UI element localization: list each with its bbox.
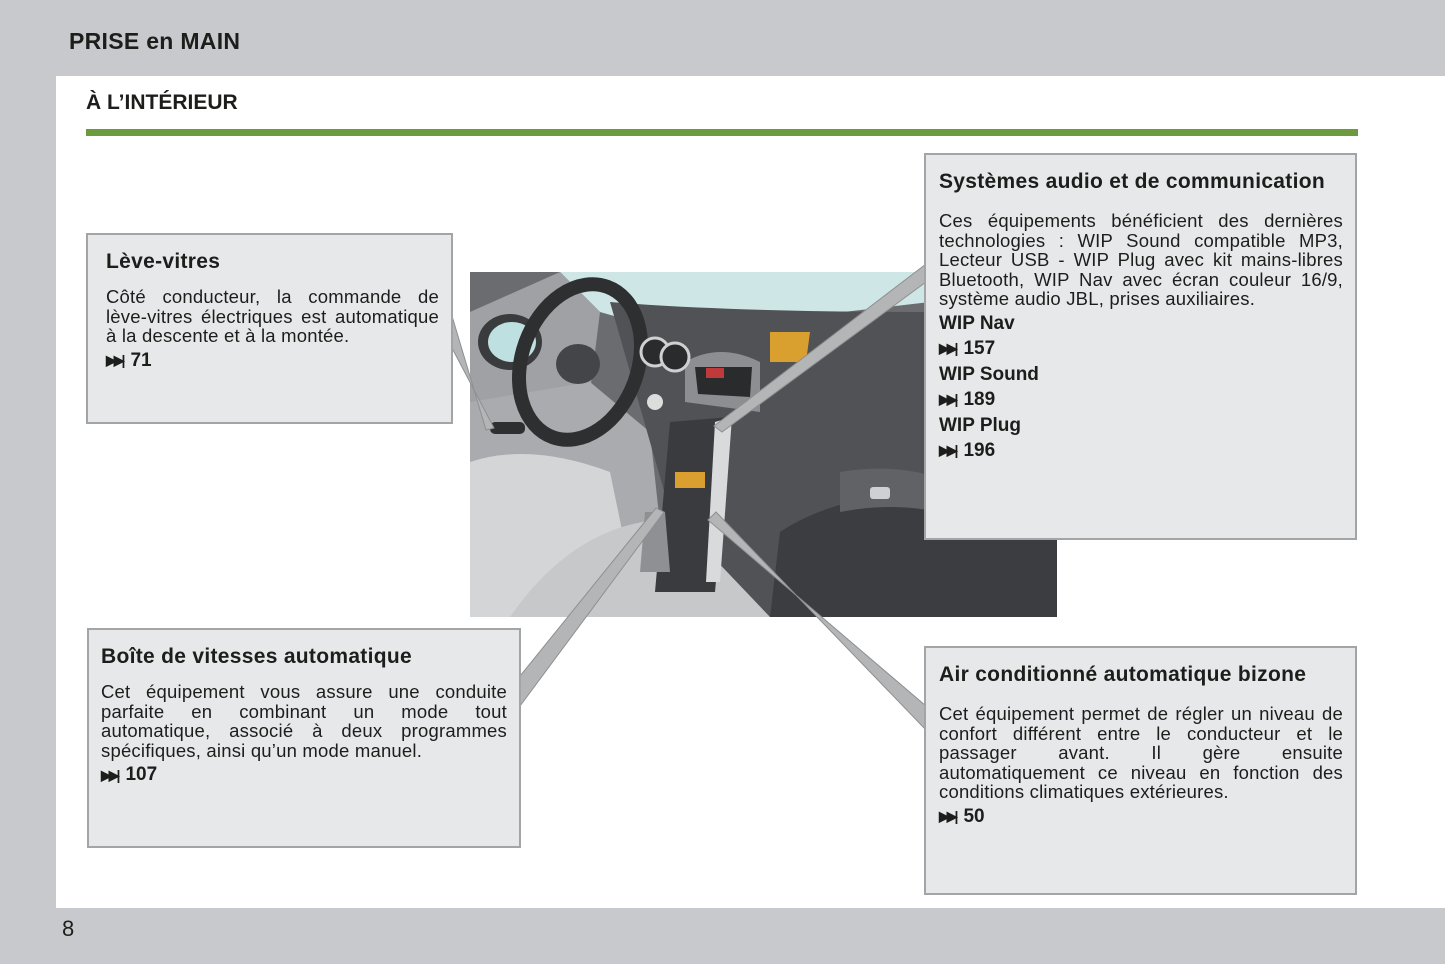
aircon-text: Cet équipement permet de régler un niveau de confort différent entre le conducteur et le passager avant. Il gère ensuite automatiquement ce niveau en fonction des conditions climatiques extérieures. — [939, 703, 1343, 802]
windows-text: Côté conducteur, la commande de lève-vitres électriques est automatique à la descente et à la montée. — [106, 286, 439, 346]
windows-page-ref[interactable] — [106, 350, 439, 372]
aircon-page-ref[interactable] — [939, 806, 1343, 828]
aircon-info-box — [924, 646, 1357, 895]
fast-forward-to-end-icon: ▶▶| — [101, 766, 118, 783]
gearbox-text: Cet équipement vous assure une conduite parfaite en combinant un mode tout automatique, associé à deux programmes spécifiques, ainsi qu’un mode manuel. — [101, 681, 507, 761]
page-ref-number: 157 — [963, 337, 996, 359]
section-title: À L’INTÉRIEUR — [86, 91, 238, 114]
page-ref-number: 50 — [963, 805, 985, 827]
gearbox-info-box — [87, 628, 521, 848]
page-ref-number: 71 — [130, 349, 152, 371]
page-ref-number: 107 — [125, 764, 158, 785]
header-title: PRISE en MAIN — [69, 28, 241, 54]
gearbox-page-ref[interactable] — [101, 764, 507, 786]
fast-forward-to-end-icon: ▶▶| — [939, 808, 956, 824]
page-number: 8 — [62, 916, 75, 941]
wip-sound-label: WIP Sound — [939, 363, 1039, 385]
wip-plug-label: WIP Plug — [939, 414, 1021, 436]
fast-forward-to-end-icon: ▶▶| — [106, 352, 123, 368]
windows-title: Lève-vitres — [106, 250, 221, 273]
wip-nav-page-ref[interactable] — [939, 338, 1343, 360]
audio-text: Ces équipements bénéficient des dernières technologies : WIP Sound compatible MP3, Lecteur USB - WIP Plug avec kit mains-libres Bluetooth, WIP Nav avec écran couleur 16/9, système audio JBL, prises auxiliaires. — [939, 210, 1343, 309]
page-ref-number: 196 — [963, 439, 996, 461]
fast-forward-to-end-icon: ▶▶| — [939, 391, 956, 407]
aircon-title: Air conditionné automatique bizone — [939, 663, 1307, 686]
wip-nav-label: WIP Nav — [939, 312, 1015, 334]
page-ref-number: 189 — [963, 388, 996, 410]
audio-info-box — [924, 153, 1357, 540]
wip-sound-page-ref[interactable] — [939, 389, 1343, 411]
fast-forward-to-end-icon: ▶▶| — [939, 442, 956, 458]
windows-info-box — [86, 233, 453, 424]
gearbox-title: Boîte de vitesses automatique — [101, 645, 412, 668]
wip-plug-page-ref[interactable] — [939, 440, 1343, 462]
audio-title: Systèmes audio et de communication — [939, 170, 1325, 193]
section-divider — [86, 129, 1358, 136]
fast-forward-to-end-icon: ▶▶| — [939, 340, 956, 356]
